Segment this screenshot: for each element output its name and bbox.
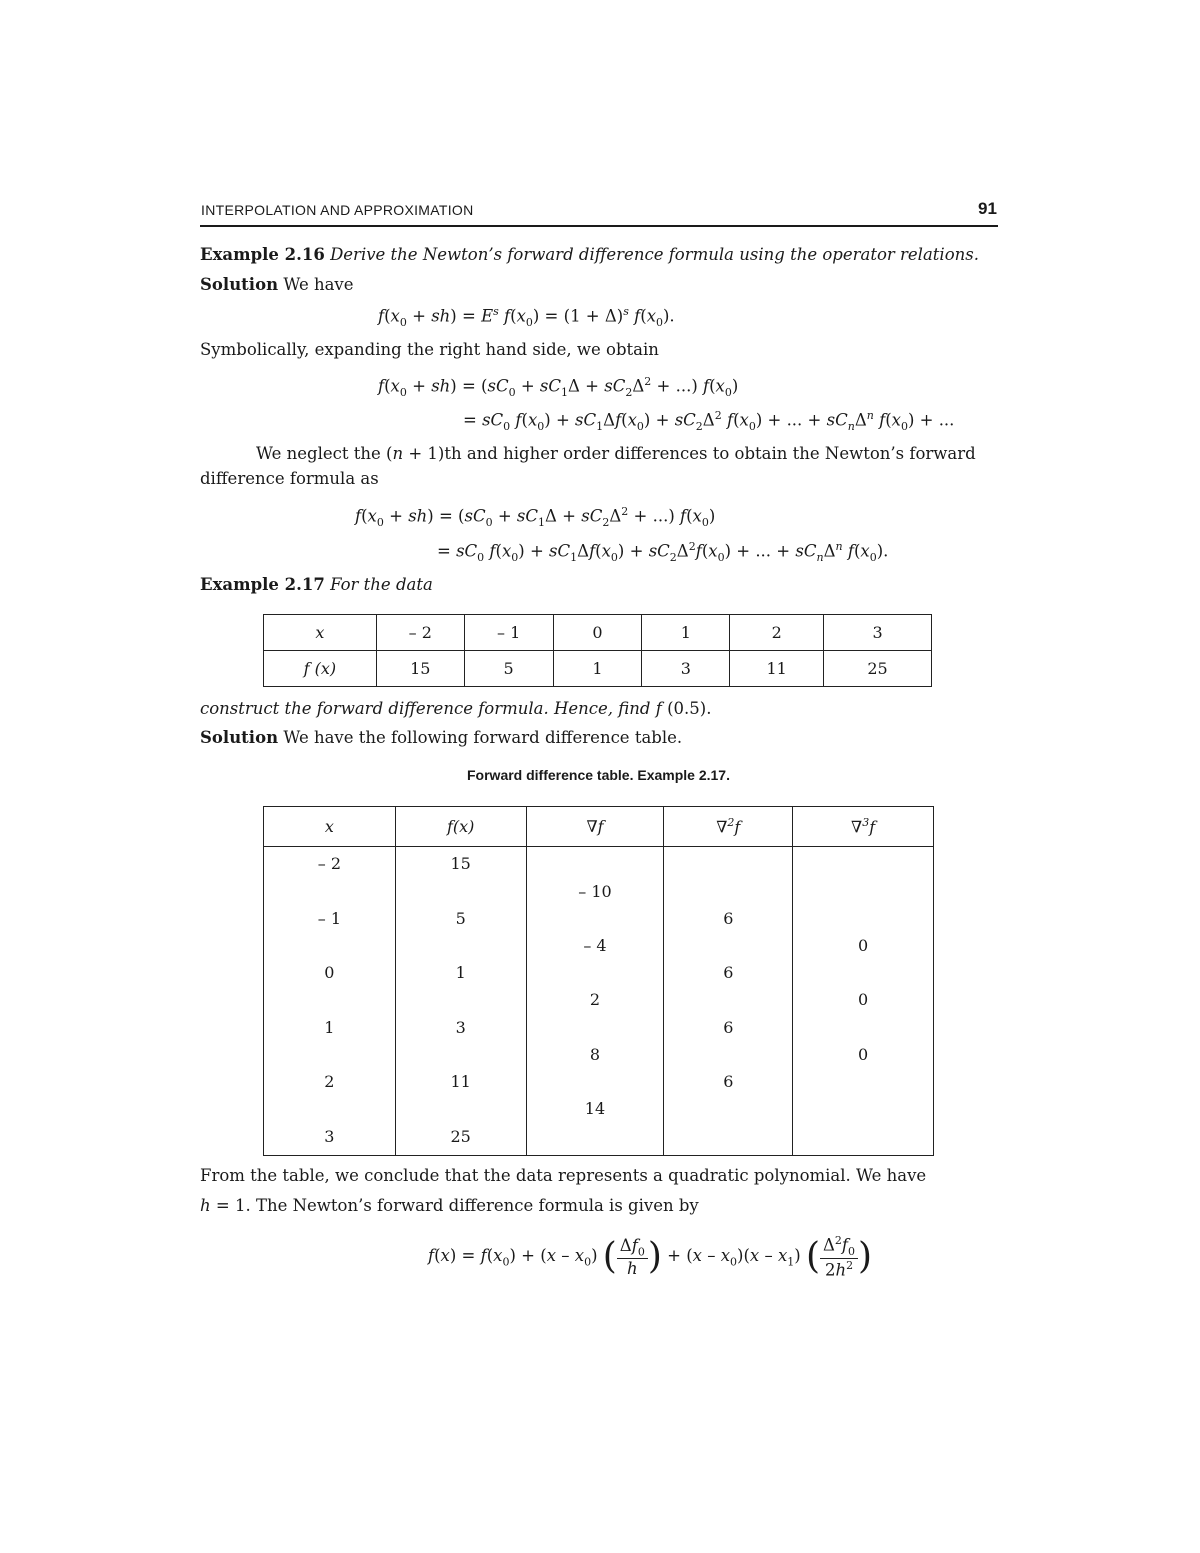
solution-text: We have — [283, 275, 354, 294]
solution-line-2 — [200, 728, 682, 747]
table-cell: 2 — [589, 990, 601, 1009]
table-cell: 2 — [730, 615, 824, 651]
example-statement: Derive the Newton’s forward difference formula using the operator relations. — [330, 245, 979, 264]
table-header-fx: f (x) — [264, 651, 377, 687]
table-cell: 0 — [858, 936, 869, 955]
page-number: 91 — [978, 199, 997, 218]
symbolic-text: Symbolically, expanding the right hand side, we obtain — [200, 340, 659, 359]
table-cell: 1 — [455, 963, 466, 982]
header-rule — [200, 225, 998, 227]
equation-2a: $f(x_0 + sh) = (sC_0 + sC_1\Delta + sC_2\Delta^2$ + ...) $f(x_0)$ — [378, 375, 739, 399]
table-cell: 2 — [324, 1072, 335, 1091]
table-cell: 0 — [324, 963, 335, 982]
example-2-16-heading — [200, 245, 979, 264]
table-cell: 3 — [642, 651, 730, 687]
solution-text: We have the following forward difference table. — [283, 728, 683, 747]
task-line — [200, 699, 711, 718]
table-cell: 5 — [455, 909, 466, 928]
final-formula: $f(x) = f(x_0) + (x - x_0)$ ( $\frac{\Delta f_0}{h}$ ) + $(x - x_0)(x - x_1)$ ( $\frac{\Delta^2f_0}{2h^2}$ ) — [428, 1234, 873, 1280]
forward-difference-table — [263, 806, 934, 1156]
table-cell: 1 — [642, 615, 730, 651]
table-cell: – 1 — [317, 909, 342, 928]
example-statement: For the data — [330, 575, 433, 594]
table-cell: 15 — [450, 854, 471, 873]
table-row — [264, 651, 932, 687]
example-label: Example 2.17 — [200, 575, 325, 594]
table-cell: – 2 — [376, 615, 464, 651]
solution-label: Solution — [200, 275, 279, 294]
table-cell: 1 — [324, 1018, 335, 1037]
table-cell: 14 — [584, 1099, 606, 1118]
table-cell: – 2 — [317, 854, 342, 873]
example-2-17-heading — [200, 575, 433, 594]
column-d1 — [526, 847, 664, 1156]
table-cell: 3 — [455, 1018, 466, 1037]
table-cell: 1 — [553, 651, 642, 687]
task-f: f — [655, 699, 662, 718]
task-arg: (0.5). — [667, 699, 712, 718]
column-header-d1: ∇f — [526, 807, 664, 847]
table-cell: 25 — [450, 1127, 471, 1146]
data-table — [263, 614, 932, 687]
table-caption: Forward difference table. Example 2.17. — [467, 767, 730, 783]
neglect-line-1: We neglect the (n + 1)th and higher order differences to obtain the Newton’s forward — [256, 444, 976, 463]
column-header-d2: ∇$^2$f — [664, 807, 793, 847]
table-cell: – 1 — [464, 615, 553, 651]
table-cell: 11 — [730, 651, 824, 687]
column-header-x: x — [264, 807, 396, 847]
table-cell: 15 — [376, 651, 464, 687]
table-header-row — [264, 807, 934, 847]
table-row — [264, 615, 932, 651]
table-cell: 6 — [723, 1072, 734, 1091]
table-cell: 5 — [464, 651, 553, 687]
table-cell: 3 — [824, 615, 932, 651]
conclusion-line-2: h = 1. The Newton’s forward difference formula is given by — [200, 1196, 699, 1215]
table-cell: 6 — [723, 909, 734, 928]
example-label: Example 2.16 — [200, 245, 325, 264]
solution-label: Solution — [200, 728, 279, 747]
table-cell: 6 — [723, 963, 734, 982]
table-cell: 0 — [553, 615, 642, 651]
conclusion-line-1: From the table, we conclude that the data represents a quadratic polynomial. We have — [200, 1166, 927, 1185]
neglect-line-2: difference formula as — [200, 469, 379, 488]
table-cell: 0 — [858, 1045, 869, 1064]
column-fx — [395, 847, 526, 1156]
fraction: $\frac{\Delta f_0}{h}$ — [617, 1236, 648, 1278]
column-header-d3: ∇$^3$f — [793, 807, 934, 847]
equation-3a: $f(x_0 + sh) = (sC_0 + sC_1\Delta + sC_2\Delta^2$ + ...) $f(x_0)$ — [355, 505, 716, 529]
table-cell: 11 — [450, 1072, 471, 1091]
table-cell: – 4 — [583, 936, 607, 955]
table-cell: – 10 — [578, 882, 612, 901]
equation-2b: = $sC_0$ $f(x_0) + sC_1\Delta f(x_0) + sC_2\Delta^2$ $f(x_0)$ + ... + $sC_n\Delta^n$ $f(x_0)$ + ... — [463, 409, 955, 433]
equation-1: $f(x_0 + sh) = E^s$ $f(x_0) = (1 + \Delta)^s$ $f(x_0)$. — [378, 305, 675, 329]
table-body-row — [264, 847, 934, 1156]
fraction: $\frac{\Delta^2f_0}{2h^2}$ — [820, 1234, 858, 1279]
solution-line — [200, 275, 354, 294]
task-text: construct the forward difference formula. Hence, find — [200, 699, 651, 718]
column-d2 — [664, 847, 793, 1156]
table-cell: 25 — [824, 651, 932, 687]
table-cell: 3 — [324, 1127, 335, 1146]
running-title: INTERPOLATION AND APPROXIMATION — [201, 202, 474, 218]
table-cell: 6 — [723, 1018, 734, 1037]
column-x — [264, 847, 396, 1156]
table-cell: 0 — [858, 990, 869, 1009]
table-header-x: x — [264, 615, 377, 651]
column-header-fx: f(x) — [395, 807, 526, 847]
table-cell: 8 — [589, 1045, 601, 1064]
equation-3b: = $sC_0$ $f(x_0) + sC_1\Delta f(x_0) + sC_2\Delta^2f(x_0)$ + ... + $sC_n\Delta^n$ $f(x_0)$. — [437, 540, 889, 564]
column-d3 — [793, 847, 934, 1156]
